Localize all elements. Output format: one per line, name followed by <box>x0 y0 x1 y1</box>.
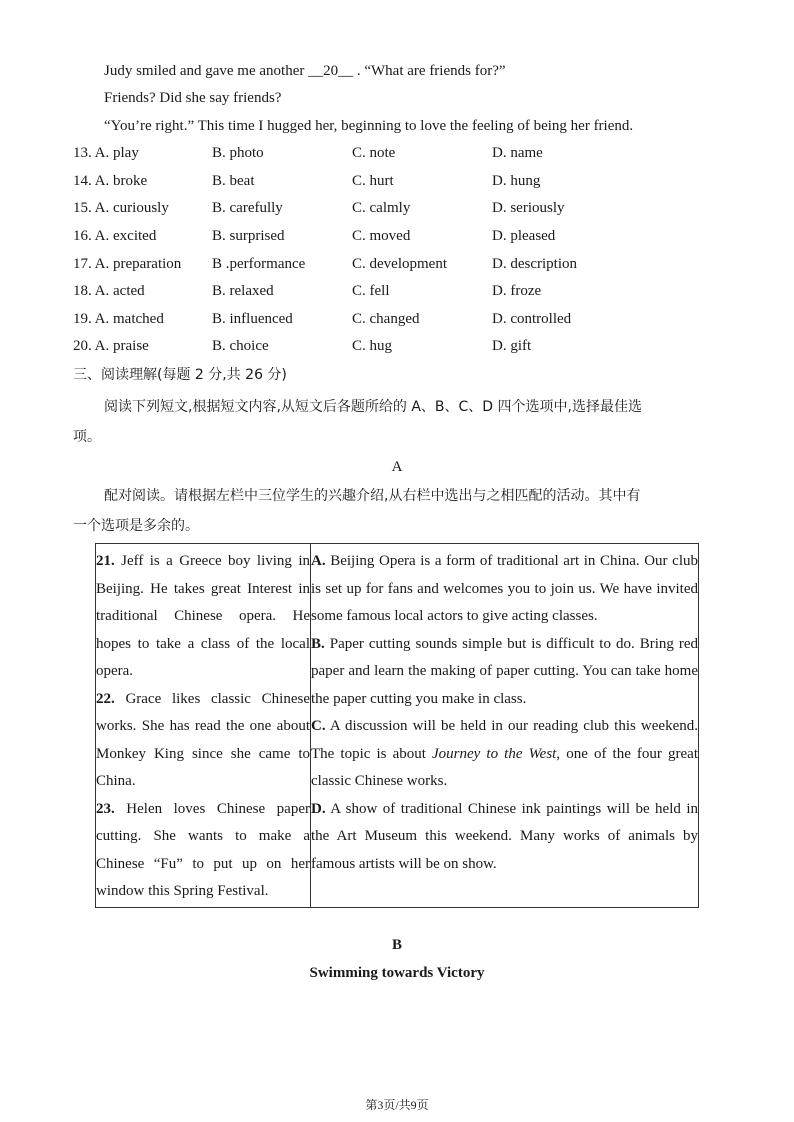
choice-16-a: 16. A. excited <box>73 228 157 244</box>
choice-19-d: D. controlled <box>492 311 572 327</box>
activity-d: D. A show of traditional Chinese ink paintings will be held in the Art Museum this weekend. Many works of animals by famous artists will be on show. <box>311 800 698 872</box>
choice-20-b: B. choice <box>212 338 269 354</box>
story-line-3: “You’re right.” This time I hugged her, beginning to love the feeling of being her friend. <box>104 118 634 134</box>
choice-13-a: 13. A. play <box>73 145 139 161</box>
activity-c: C. A discussion will be held in our reading club this weekend. The topic is about Journey to the West, one of the four great classic Chinese works. <box>311 718 698 789</box>
student-22: 22. Grace likes classic Chinese works. She has read the one about Monkey King since she came to China. <box>96 690 310 789</box>
part-a-instructions-line-1: 配对阅读。请根据左栏中三位学生的兴趣介绍,从右栏中选出与之相匹配的活动。其中有 <box>104 488 641 504</box>
choice-15-b: B. carefully <box>212 200 283 216</box>
choice-19-a: 19. A. matched <box>73 311 164 327</box>
choice-20-d: D. gift <box>492 338 532 354</box>
choice-18-c: C. fell <box>352 283 390 299</box>
choice-13-c: C. note <box>352 145 396 161</box>
story-line-1: Judy smiled and gave me another __20__ . “What are friends for?” <box>104 63 506 79</box>
choice-13-d: D. name <box>492 145 543 161</box>
students-column <box>96 544 311 908</box>
part-a-instructions-line-2: 一个选项是多余的。 <box>73 518 199 534</box>
choice-18-d: D. froze <box>492 283 542 299</box>
choice-15-c: C. calmly <box>352 200 411 216</box>
choice-14-c: C. hurt <box>352 173 394 189</box>
choice-14-a: 14. A. broke <box>73 173 148 189</box>
choice-16-d: D. pleased <box>492 228 556 244</box>
choice-17-d: D. description <box>492 256 577 272</box>
choice-19-b: B. influenced <box>212 311 293 327</box>
part-a-label: A <box>391 459 403 475</box>
matching-table <box>95 543 699 908</box>
choice-18-a: 18. A. acted <box>73 283 145 299</box>
choice-16-c: C. moved <box>352 228 411 244</box>
choice-14-d: D. hung <box>492 173 541 189</box>
activity-b: B. Paper cutting sounds simple but is difficult to do. Bring red paper and learn the making of paper cutting. You can take home the paper cutting you make in class. <box>311 635 698 707</box>
section-heading: 三、阅读理解(每题 2 分,共 26 分) <box>73 367 287 383</box>
choice-16-b: B. surprised <box>212 228 285 244</box>
section-instructions-line-1: 阅读下列短文,根据短文内容,从短文后各题所给的 A、B、C、D 四个选项中,选择最佳选 <box>104 399 642 415</box>
choice-15-a: 15. A. curiously <box>73 200 169 216</box>
book-title: Journey to the West <box>432 745 557 762</box>
student-21: 21. Jeff is a Greece boy living in Beijing. He takes great Interest in traditional Chinese opera. He hopes to take a class of the local opera. <box>96 553 310 679</box>
activities-column <box>311 544 699 908</box>
section-instructions-line-2: 项。 <box>73 429 101 445</box>
choice-19-c: C. changed <box>352 311 420 327</box>
choice-17-b: B .performance <box>212 256 306 272</box>
choice-20-c: C. hug <box>352 338 393 354</box>
choice-17-a: 17. A. preparation <box>73 256 182 272</box>
page-footer: 第3页/共9页 <box>365 1098 429 1112</box>
student-23: 23. Helen loves Chinese paper cutting. She wants to make a Chinese “Fu” to put up on her window this Spring Festival. <box>96 800 310 899</box>
choice-20-a: 20. A. praise <box>73 338 149 354</box>
story-line-2: Friends? Did she say friends? <box>104 90 282 106</box>
choice-15-d: D. seriously <box>492 200 565 216</box>
choice-18-b: B. relaxed <box>212 283 274 299</box>
part-b-label: B <box>391 937 402 953</box>
choice-17-c: C. development <box>352 256 447 272</box>
choice-14-b: B. beat <box>212 173 255 189</box>
choice-13-b: B. photo <box>212 145 264 161</box>
part-b-title: Swimming towards Victory <box>309 965 485 981</box>
activity-a: A. Beijing Opera is a form of traditional art in China. Our club is set up for fans and welcomes you to join us. We have invited some famous local actors to give acting classes. <box>311 553 698 624</box>
